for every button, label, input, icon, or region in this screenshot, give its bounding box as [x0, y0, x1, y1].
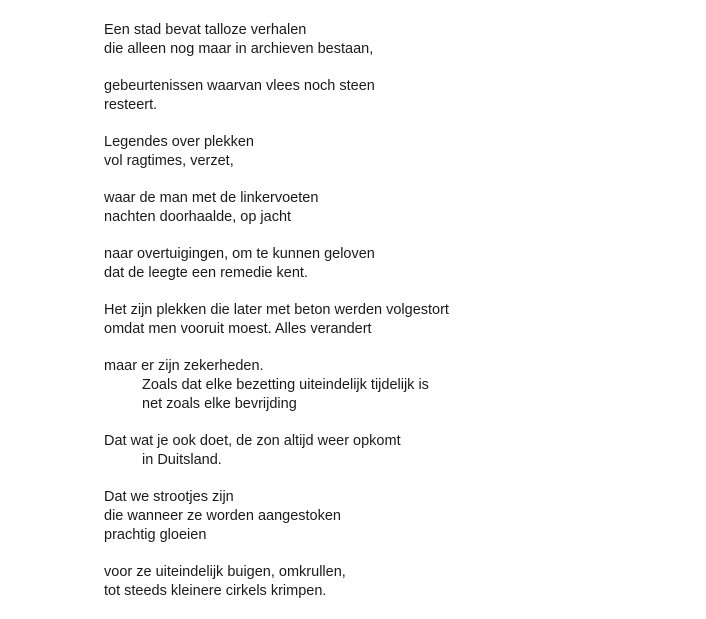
poem-stanza	[104, 432, 664, 470]
poem-line: die alleen nog maar in archieven bestaan,	[104, 41, 374, 57]
poem-line: in Duitsland.	[142, 452, 222, 468]
poem-stanza	[104, 488, 664, 545]
poem-line: gebeurtenissen waarvan vlees noch steen	[104, 78, 375, 94]
poem-line: Een stad bevat talloze verhalen	[104, 22, 307, 38]
poem-body	[104, 21, 664, 619]
poem-line: Het zijn plekken die later met beton werden volgestort	[104, 302, 449, 318]
poem-line: Dat we strootjes zijn	[104, 489, 234, 505]
poem-line: Legendes over plekken	[104, 134, 254, 150]
poem-line: net zoals elke bevrijding	[142, 396, 297, 412]
poem-line: omdat men vooruit moest. Alles verandert	[104, 321, 372, 337]
poem-line: dat de leegte een remedie kent.	[104, 265, 308, 281]
poem-line: waar de man met de linkervoeten	[104, 190, 319, 206]
poem-line: resteert.	[104, 97, 158, 113]
poem-line: die wanneer ze worden aangestoken	[104, 508, 341, 524]
poem-stanza	[104, 77, 664, 115]
poem-line: prachtig gloeien	[104, 527, 207, 543]
poem-line: vol ragtimes, verzet,	[104, 153, 234, 169]
poem-stanza	[104, 189, 664, 227]
poem-stanza	[104, 21, 664, 59]
poem-stanza	[104, 133, 664, 171]
poem-stanza	[104, 357, 664, 414]
poem-line: Zoals dat elke bezetting uiteindelijk tijdelijk is	[142, 377, 429, 393]
poem-line: maar er zijn zekerheden.	[104, 358, 264, 374]
poem-line: Dat wat je ook doet, de zon altijd weer opkomt	[104, 433, 401, 449]
poem-stanza	[104, 245, 664, 283]
poem-line: tot steeds kleinere cirkels krimpen.	[104, 583, 327, 599]
poem-line: nachten doorhaalde, op jacht	[104, 209, 292, 225]
poem-line: naar overtuigingen, om te kunnen geloven	[104, 246, 375, 262]
poem-line: voor ze uiteindelijk buigen, omkrullen,	[104, 564, 346, 580]
poem-stanza	[104, 563, 664, 601]
poem-stanza	[104, 301, 664, 339]
